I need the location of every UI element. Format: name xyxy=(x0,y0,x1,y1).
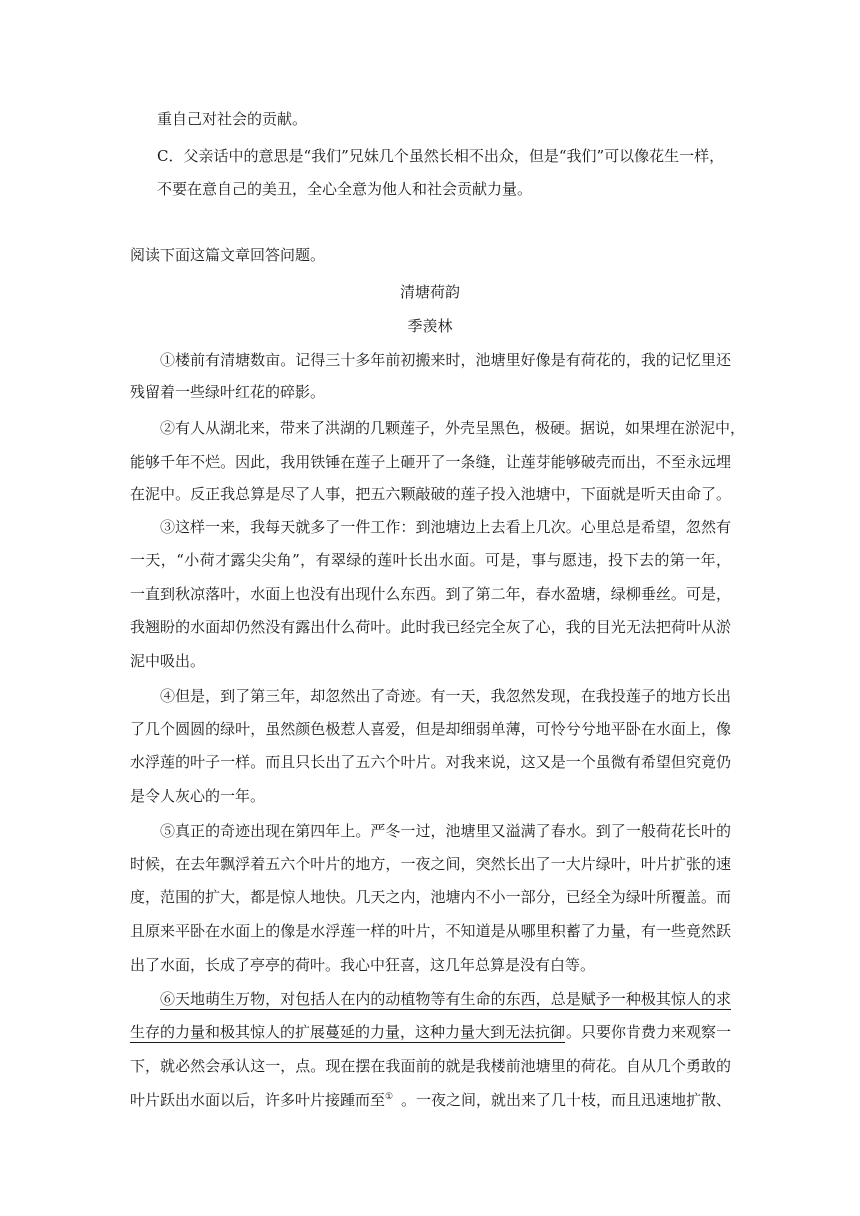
article-title: 清塘荷韵 xyxy=(399,283,460,301)
article-author: 季羡林 xyxy=(407,317,453,335)
option-c-line-2: 不要在意自己的美丑，全心全意为他人和社会贡献力量。 xyxy=(157,180,533,198)
underlined-sentence-line-1: ⑥天地萌生万物，对包括人在内的动植物等有生命的东西，总是赋予一种极其惊人的求 xyxy=(160,990,731,1008)
paragraph-5-line: 且原来平卧在水面上的像是水浮莲一样的叶片，不知道是从哪里积蓄了力量，有一些竟然跃 xyxy=(130,922,731,940)
prev-text-line: 重自己对社会的贡献。 xyxy=(157,110,308,128)
paragraph-2-line: ②有人从湖北来，带来了洪湖的几颗莲子，外壳呈黑色，极硬。据说，如果埋在淤泥中， xyxy=(160,419,746,437)
paragraph-3-line: 一直到秋凉落叶，水面上也没有出现什么东西。到了第二年，春水盈塘，绿柳垂丝。可是， xyxy=(130,585,731,603)
paragraph-6-line-2 xyxy=(130,1022,731,1042)
paragraph-2-line: 在泥中。反正我总算是尽了人事，把五六颗敲破的莲子投入池塘中，下面就是听天由命了。 xyxy=(130,485,731,503)
paragraph-3-line: 泥中吸出。 xyxy=(130,652,206,670)
paragraph-6-line-4-a xyxy=(130,1090,393,1110)
paragraph-1-line: 残留着一些绿叶红花的碎影。 xyxy=(130,383,326,401)
paragraph-6-line-4 xyxy=(130,1090,731,1110)
paragraph-6-line-2-rest: 。只要你肯费力来观察一 xyxy=(565,1023,731,1041)
paragraph-4-line: 水浮莲的叶子一样。而且只长出了五六个叶片。对我来说，这又是一个虽微有希望但究竟仍 xyxy=(130,753,731,771)
paragraph-3-line: ③这样一来，我每天就多了一件工作：到池塘边上去看上几次。心里总是希望，忽然有 xyxy=(160,518,731,536)
underlined-sentence-line-2: 生存的力量和极其惊人的扩展蔓延的力量，这种力量大到无法抗御 xyxy=(130,1023,566,1041)
paragraph-5-line: 时候，在去年飘浮着五六个叶片的地方，一夜之间，突然长出了一大片绿叶，叶片扩张的速 xyxy=(130,855,731,873)
paragraph-4-line: 了几个圆圆的绿叶，虽然颜色极惹人喜爱，但是却细弱单薄，可怜兮兮地平卧在水面上，像 xyxy=(130,720,731,738)
reading-instruction: 阅读下面这篇文章回答问题。 xyxy=(130,246,326,264)
paragraph-5-line: 出了水面，长成了亭亭的荷叶。我心中狂喜，这几年总算是没有白等。 xyxy=(130,956,596,974)
paragraph-4-line: 是令人灰心的一年。 xyxy=(130,787,266,805)
paragraph-6-line-4-text: 叶片跃出水面以后，许多叶片接踵而至 xyxy=(130,1091,386,1109)
paragraph-6-line-4-b: 。一夜之间，就出来了几十枝，而且迅速地扩散、 xyxy=(400,1091,731,1109)
paragraph-3-line: 一天，“小荷才露尖尖角”，有翠绿的莲叶长出水面。可是，事与愿违，投下去的第一年， xyxy=(130,551,731,569)
paragraph-2-line: 能够千年不烂。因此，我用铁锤在莲子上砸开了一条缝，让莲芽能够破壳而出，不至永远埋 xyxy=(130,453,731,471)
paragraph-4-line: ④但是，到了第三年，却忽然出了奇迹。有一天，我忽然发现，在我投莲子的地方长出 xyxy=(160,687,731,705)
paragraph-1-line: ①楼前有清塘数亩。记得三十多年前初搬来时，池塘里好像是有荷花的，我的记忆里还 xyxy=(160,351,731,369)
paragraph-3-line: 我翘盼的水面却仍然没有露出什么荷叶。此时我已经完全灰了心，我的目光无法把荷叶从淤 xyxy=(130,618,731,636)
paragraph-5-line: 度，范围的扩大，都是惊人地快。几天之内，池塘内不小一部分，已经全为绿叶所覆盖。而 xyxy=(130,888,731,906)
footnote-marker: ① xyxy=(385,1092,394,1102)
paragraph-6-line-3: 下，就必然会承认这一，点。现在摆在我面前的就是我楼前池塘里的荷花。自从几个勇敢的 xyxy=(130,1057,731,1075)
paragraph-5-line: ⑤真正的奇迹出现在第四年上。严冬一过，池塘里又溢满了春水。到了一般荷花长叶的 xyxy=(160,822,731,840)
option-c-line-1: C．父亲话中的意思是“我们”兄妹几个虽然长相不出众，但是“我们”可以像花生一样， xyxy=(157,147,725,165)
